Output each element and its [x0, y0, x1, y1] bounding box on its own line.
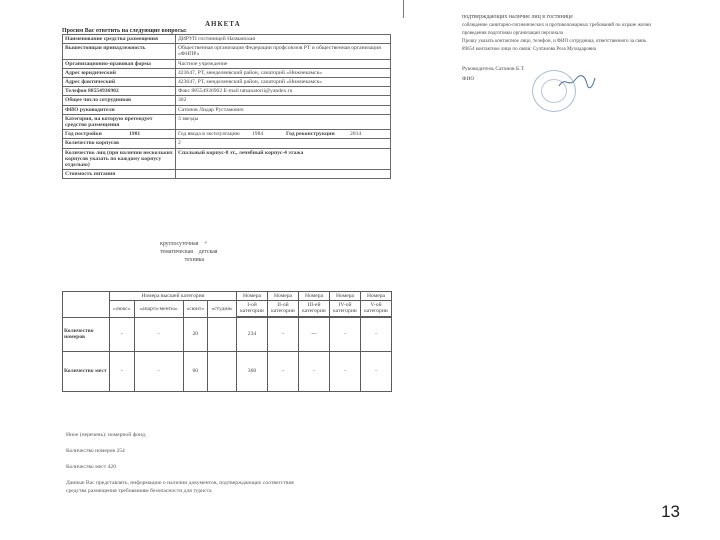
- cell: 234: [237, 317, 268, 351]
- renov-label: Год ввода в эксплуатацию: [178, 131, 240, 138]
- cell: -: [330, 317, 361, 351]
- rooms-sub: «сюит»: [183, 301, 208, 317]
- right-line: 89654 контактное лицо по связи: Султанова Роза Мухидаровна: [462, 47, 596, 52]
- info-row: [63, 96, 391, 105]
- right-line: проведения подготовки организации персонала: [462, 31, 563, 36]
- category-block: [160, 240, 217, 264]
- info-table: [62, 34, 391, 179]
- continuation-block: [462, 8, 702, 118]
- services-row: [63, 170, 391, 179]
- rooms-cat: V-ой категории: [361, 301, 392, 316]
- cell: 60: [183, 351, 208, 391]
- signature-mark: [557, 74, 597, 90]
- info-label: Адрес юридический: [63, 68, 176, 77]
- info-label: Организационно-правовая форма: [63, 59, 176, 68]
- page-number: 13: [661, 502, 680, 521]
- right-line: соблюдение санитарно-гигиенических и противопожарных требований по охране жизни: [462, 23, 651, 28]
- cell: -: [268, 317, 299, 351]
- info-value: ДИРУП гостиницей Назманская: [176, 35, 391, 44]
- cell: -: [361, 351, 392, 391]
- bottom-line: средства размещения требованиям безопасности для туриста: [66, 488, 212, 494]
- info-value: Общественная организация Федерации профсоюзов РТ и общественная организация «ФНПР»: [176, 44, 391, 59]
- rooms-header-col: Номера: [237, 292, 268, 301]
- buildings-value: 2: [176, 139, 391, 148]
- info-row: [63, 44, 391, 59]
- info-value: 3 звезды: [176, 114, 391, 129]
- buildings-row: [63, 139, 391, 148]
- rooms-header-col: Номера: [361, 292, 392, 301]
- category-line: техника: [160, 257, 205, 263]
- info-row: [63, 68, 391, 77]
- form-intro: Просим Вас ответить на следующие вопросы:: [62, 28, 187, 34]
- rooms-table: [62, 291, 392, 392]
- cell: -: [110, 351, 135, 391]
- bottom-line: Количество номеров 254: [66, 448, 125, 454]
- rooms-header-col: Номера: [330, 292, 361, 301]
- year-row: [63, 130, 391, 139]
- rooms-header-main: Номера высшей категории: [110, 292, 237, 301]
- cell: ---: [299, 317, 330, 351]
- info-value: 423647, РТ, менделеевский район, санаторий «Нижнекамск»: [176, 78, 391, 87]
- cell: -: [299, 351, 330, 391]
- row-label: Количество мест: [63, 351, 110, 391]
- persons-label: Количество лиц (при наличии нескольких корпусов указать по каждому корпусу отдельно): [63, 148, 176, 170]
- rooms-sub: «студия»: [208, 301, 237, 317]
- right-line: подтверждающих наличие лиц в гостинице: [462, 14, 573, 20]
- bottom-line: Данные Вас представлять, информацию о наличии документов, подтверждающих соответствие: [66, 480, 295, 486]
- cell: -: [268, 351, 299, 391]
- rooms-cat: IV-ой категории: [330, 301, 361, 316]
- row-label: Количество номеров: [63, 317, 110, 351]
- built-value: 1981: [129, 131, 141, 138]
- category-line: тематическая детская: [160, 249, 218, 255]
- info-row: [63, 78, 391, 87]
- persons-row: [63, 148, 391, 170]
- info-label: Общее число сотрудников: [63, 96, 176, 105]
- info-row: [63, 59, 391, 68]
- info-value: Сатонов Лидар Рустамович: [176, 105, 391, 114]
- rooms-cat: II-ой категории: [268, 301, 299, 316]
- info-row: [63, 87, 391, 96]
- renov-value: 1984: [252, 131, 264, 138]
- bottom-line: Количество мест 420: [66, 464, 116, 470]
- reconstr-label: Год реконструкции: [286, 131, 335, 138]
- cell: -: [361, 317, 392, 351]
- table-row: [63, 317, 392, 351]
- rooms-cat: III-ей категории: [299, 301, 330, 316]
- built-label: Год постройки: [65, 131, 102, 138]
- category-line: круглосуточная +: [160, 241, 208, 247]
- cell: -: [134, 351, 183, 391]
- cell: [208, 317, 237, 351]
- info-value: 302: [176, 96, 391, 105]
- info-label: Вышестоящая принадлежность: [63, 44, 176, 59]
- info-value: Факс 88554936902 E-mail tatsanatorii@yandex.ru: [176, 87, 391, 96]
- cell: -: [330, 351, 361, 391]
- info-label: Категория, на которую претендует средство размещения: [63, 114, 176, 129]
- cell: -: [110, 317, 135, 351]
- right-line: ФИО: [462, 76, 475, 82]
- questionnaire-form: [50, 8, 400, 540]
- table-row: [63, 351, 392, 391]
- cell: 20: [183, 317, 208, 351]
- rooms-header-col: Номера: [268, 292, 299, 301]
- bottom-line: Иное (перечень): номерной фонд:: [66, 432, 147, 438]
- persons-value: Спальный корпус-8 эт., лечебный корпус-4 этажа: [176, 148, 391, 170]
- rooms-sub: «люкс»: [110, 301, 135, 317]
- info-label: Телефон 88554936902: [63, 87, 176, 96]
- right-line: Прошу указать контактное лицо, телефон, и ФИО сотрудника, ответственного за связь: [462, 39, 647, 44]
- info-label: Наименование средства размещения: [63, 35, 176, 44]
- info-row: [63, 114, 391, 129]
- info-label: Адрес фактический: [63, 78, 176, 87]
- info-value: Частное учреждение: [176, 59, 391, 68]
- cell: 360: [237, 351, 268, 391]
- services-label: Стоимость питания: [63, 170, 176, 179]
- info-row: [63, 105, 391, 114]
- cell: [208, 351, 237, 391]
- info-row: [63, 35, 391, 44]
- info-value: 423647, РТ, менделеевский район, санаторий «Нижнекамск»: [176, 68, 391, 77]
- form-title: АНКЕТА: [205, 20, 241, 28]
- buildings-label: Количество корпусов: [63, 139, 176, 148]
- cell: -: [134, 317, 183, 351]
- right-line: Руководитель Сатонов Б.Т.: [462, 66, 525, 72]
- page-divider: [403, 0, 404, 18]
- rooms-cat: I-ой категории: [237, 301, 268, 316]
- rooms-sub: «апарта-менты»: [134, 301, 183, 317]
- reconstr-value: 2014: [350, 131, 362, 138]
- info-label: ФИО руководителя: [63, 105, 176, 114]
- rooms-header-col: Номера: [299, 292, 330, 301]
